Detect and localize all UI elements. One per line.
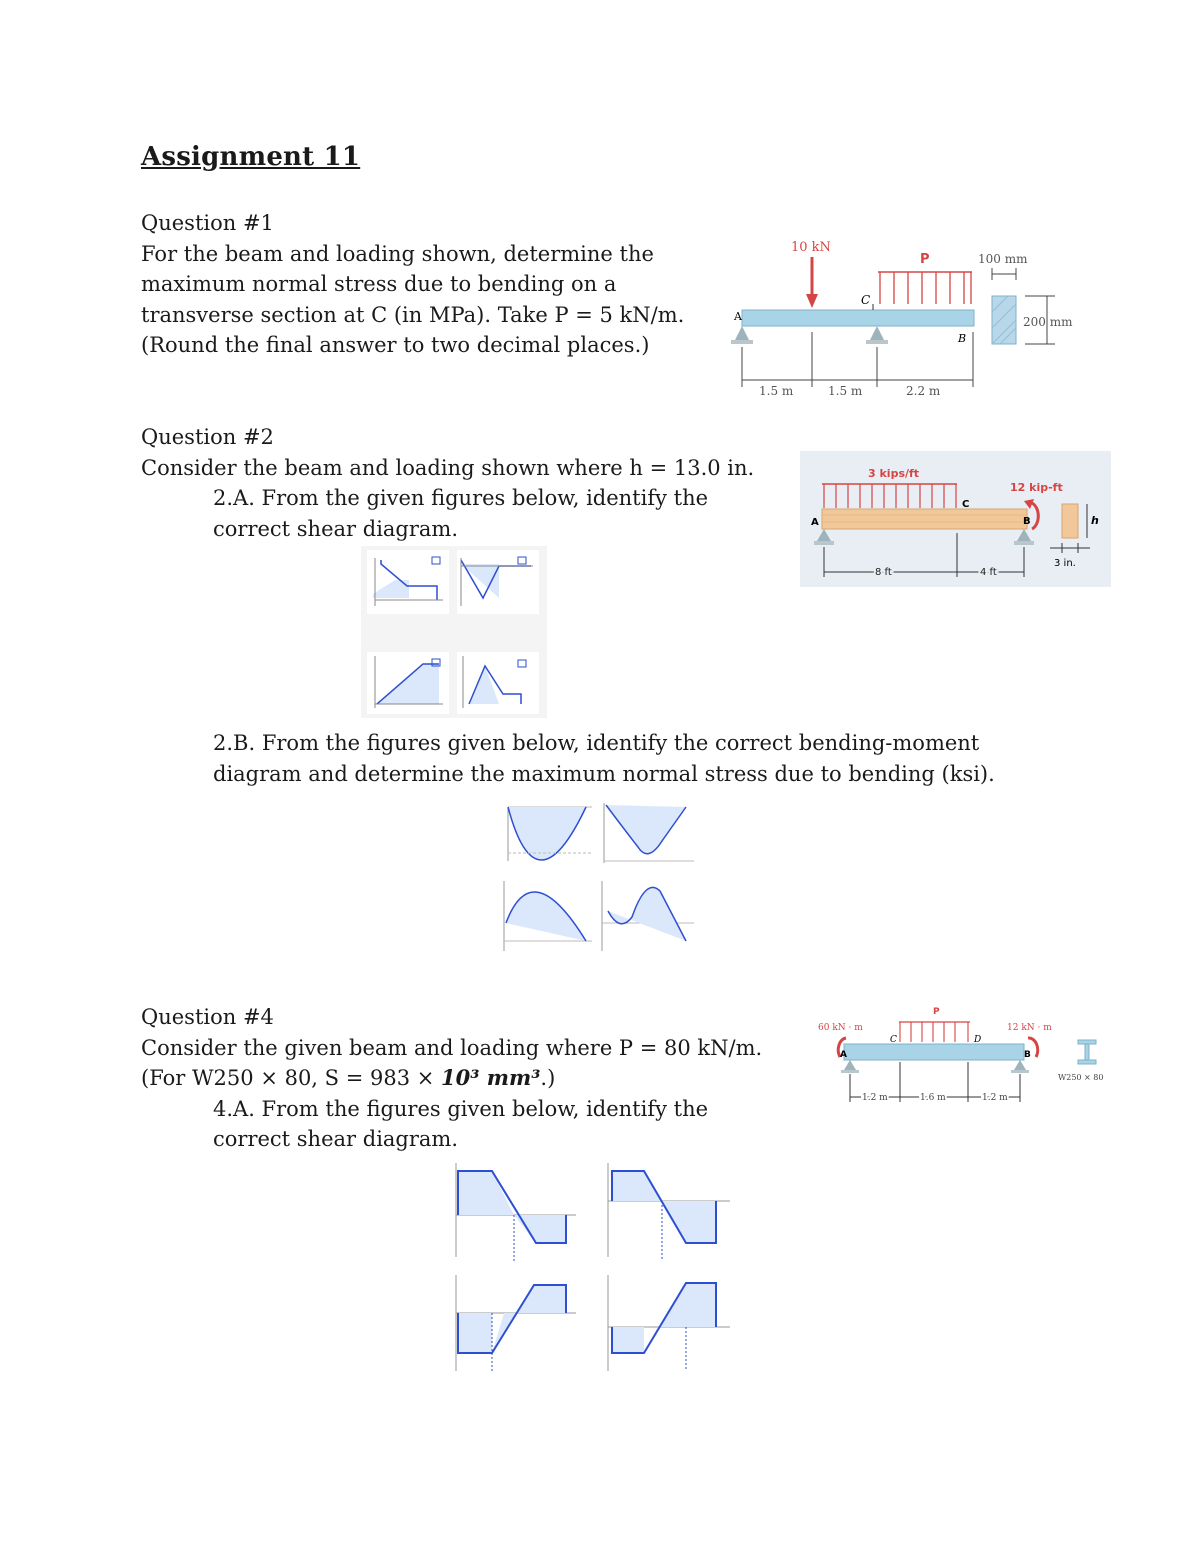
section-label: W250 × 80: [1058, 1073, 1104, 1082]
question-1-line: maximum normal stress due to bending on a: [141, 272, 617, 296]
shear-diagram-options-svg: [361, 546, 547, 718]
question-4a-line: correct shear diagram.: [213, 1127, 459, 1151]
dim-label: 8 ft: [875, 567, 892, 578]
question-1-line: (Round the final answer to two decimal places.): [141, 333, 650, 357]
question-1: [141, 208, 684, 361]
point-c-label: C: [962, 499, 970, 510]
dist-load-label: P: [920, 252, 930, 267]
dim-label: 4 ft: [980, 567, 997, 578]
question-4-line: [141, 1063, 762, 1094]
dim-label: 1.5 m: [828, 384, 863, 398]
moment-option-3[interactable]: [504, 881, 592, 951]
shear-option-3[interactable]: [456, 1275, 576, 1371]
section-modulus-math: 10³ mm³: [441, 1065, 541, 1090]
dim-label: 2.2 m: [906, 384, 941, 398]
moment-diagram-options-q2: [490, 793, 700, 963]
point-b-label: B: [1024, 1050, 1031, 1060]
moment-label: 12 kip-ft: [1010, 481, 1063, 494]
point-b-label: B: [958, 332, 967, 345]
dist-load-label: P: [933, 1007, 940, 1017]
question-2b: [213, 728, 995, 789]
question-1-line: For the beam and loading shown, determine the: [141, 241, 654, 266]
moment-option-4[interactable]: [602, 881, 694, 951]
point-c-label: C: [890, 1035, 897, 1045]
moment-option-1[interactable]: [508, 807, 592, 861]
question-4a-line: 4.A. From the figures given below, identify the: [213, 1096, 709, 1121]
question-4: [141, 1002, 762, 1155]
shear-option-4[interactable]: [608, 1275, 730, 1371]
moment-left-label: 60 kN · m: [818, 1023, 863, 1033]
shear-diagram-options-q4: [440, 1157, 740, 1382]
question-2a: [141, 483, 754, 544]
point-a-label: A: [811, 517, 819, 528]
page-title: Assignment 11: [141, 142, 361, 172]
beam-figure-q4: [810, 1000, 1120, 1110]
dim-label: 1.2 m: [862, 1093, 888, 1103]
beam-figure-q1: [725, 232, 1085, 402]
point-load-label: 10 kN: [791, 240, 831, 255]
question-4-line: Consider the given beam and loading where P = 80 kN/m.: [141, 1035, 763, 1060]
point-c-label: C: [861, 293, 871, 307]
question-2-heading: Question #2: [141, 425, 274, 449]
shear-option-2[interactable]: [608, 1163, 730, 1261]
question-1-heading: Question #1: [141, 211, 274, 235]
shear-option-1[interactable]: [456, 1163, 576, 1261]
width-label: 100 mm: [978, 252, 1028, 266]
dim-label: 1.6 m: [920, 1093, 946, 1103]
question-1-line: transverse section at C (in MPa). Take P = 5 kN/m.: [141, 302, 685, 327]
point-a-label: A: [734, 310, 742, 323]
w-section-icon: [1078, 1040, 1096, 1064]
question-2: [141, 422, 754, 544]
point-a-label: A: [840, 1050, 847, 1060]
height-label: 200 mm: [1023, 315, 1073, 329]
dim-label: 1.5 m: [759, 384, 794, 398]
question-4-line2-post: .): [540, 1066, 556, 1090]
question-4-line2-pre: (For W250 × 80, S = 983 ×: [141, 1066, 442, 1090]
dim-label: 1.2 m: [982, 1093, 1008, 1103]
point-d-label: D: [974, 1035, 982, 1045]
question-2b-line: 2.B. From the figures given below, identify the correct bending-moment: [213, 731, 980, 755]
width-label: 3 in.: [1054, 558, 1076, 569]
question-2-line: Consider the beam and loading shown where h = 13.0 in.: [141, 455, 755, 480]
shear-diagram-options-q2: [361, 546, 547, 718]
question-2b-line: diagram and determine the maximum normal stress due to bending (ksi).: [213, 761, 995, 786]
question-4-heading: Question #4: [141, 1005, 274, 1029]
moment-right-label: 12 kN · m: [1007, 1023, 1052, 1033]
question-4a: [141, 1094, 762, 1155]
point-b-label: B: [1023, 516, 1031, 527]
question-2a-line: correct shear diagram.: [213, 516, 459, 541]
beam-figure-q2: [800, 451, 1111, 587]
dist-load-label: 3 kips/ft: [868, 467, 920, 480]
question-2a-line: 2.A. From the given figures below, identify the: [213, 486, 709, 510]
height-label: h: [1091, 514, 1099, 527]
moment-option-2[interactable]: [604, 803, 694, 863]
